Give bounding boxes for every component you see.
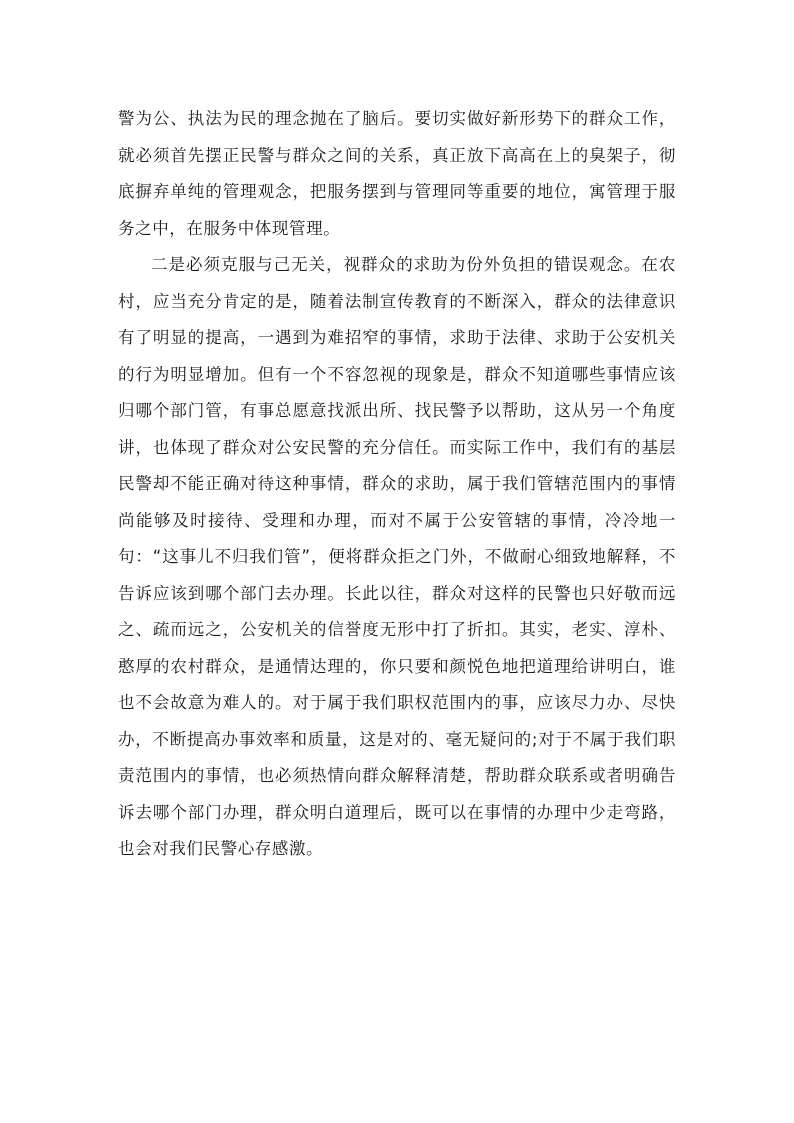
body-text bbox=[118, 101, 676, 868]
paragraph-1: 警为公、执法为民的理念抛在了脑后。要切实做好新形势下的群众工作，就必须首先摆正民警与群众之间的关系，真正放下高高在上的臭架子，彻底摒弃单纯的管理观念，把服务摆到与管理同等重要的地位，寓管理于服务之中，在服务中体现管理。 bbox=[118, 109, 676, 238]
paragraph-2: 二是必须克服与己无关，视群众的求助为份外负担的错误观念。在农村，应当充分肯定的是，随着法制宣传教育的不断深入，群众的法律意识有了明显的提高，一遇到为难招窄的事情，求助于法律、求助于公安机关的行为明显增加。但有一个不容忽视的现象是，群众不知道哪些事情应该归哪个部门管，有事总愿意找派出所、找民警予以帮助，这从另一个角度讲，也体现了群众对公安民警的充分信任。而实际工作中，我们有的基层民警却不能正确对待这种事情，群众的求助，属于我们管辖范围内的事情尚能够及时接待、受理和办理，而对不属于公安管辖的事情，冷冷地一句：“这事儿不归我们管”，便将群众拒之门外，不做耐心细致地解释，不告诉应该到哪个部门去办理。长此以往，群众对这样的民警也只好敬而远之、疏而远之，公安机关的信誉度无形中打了折扣。其实，老实、淳朴、憨厚的农村群众，是通情达理的，你只要和颜悦色地把道理给讲明白，谁也不会故意为难人的。对于属于我们职权范围内的事，应该尽力办、尽快办，不断提高办事效率和质量，这是对的、毫无疑问的;对于不属于我们职责范围内的事情，也必须热情向群众解释清楚，帮助群众联系或者明确告诉去哪个部门办理，群众明白道理后，既可以在事情的办理中少走弯路，也会对我们民警心存感激。 bbox=[118, 255, 676, 858]
